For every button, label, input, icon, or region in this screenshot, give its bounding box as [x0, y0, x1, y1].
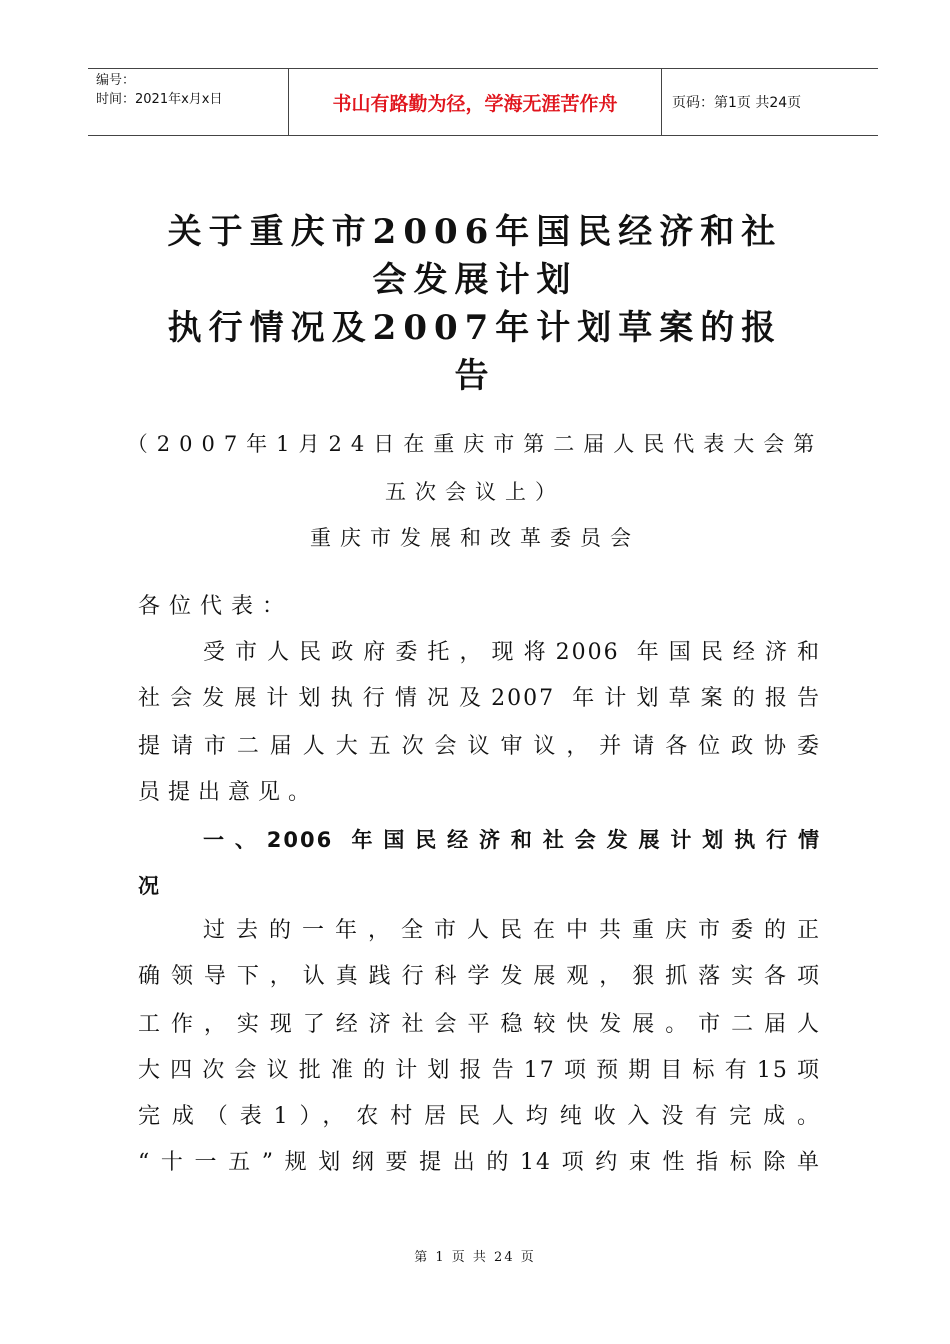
header-page-info: 页码：第1页 共24页 [672, 95, 802, 111]
para2-line-5: 完成（表1），农村居民人均纯收入没有完成。 [138, 1104, 821, 1129]
subtitle-line-2: 五次会议上） [385, 480, 565, 504]
header-motto: 书山有路勤为径，学海无涯苦作舟 [288, 69, 662, 135]
para2-line-6: “十一五”规划纲要提出的14项约束性指标除单 [138, 1150, 821, 1175]
number-label: 编号： [96, 73, 136, 88]
subtitle-org: 重庆市发展和改革委员会 [310, 526, 640, 550]
subtitle-line-1: （2007年1月24日在重庆市第二届人民代表大会第 [126, 432, 824, 456]
page-footer: 第 1 页 共 24 页 [414, 1250, 536, 1265]
title-line-2: 会发展计划 [372, 260, 578, 300]
para2-line-2: 确领导下，认真践行科学发展观，狠抓落实各项 [138, 964, 821, 989]
para2-line-1: 过去的一年，全市人民在中共重庆市委的正 [203, 918, 821, 943]
para2-line-4: 大四次会议批准的计划报告17项预期目标有15项 [138, 1058, 821, 1083]
heading1-line-2: 况 [138, 874, 161, 898]
para1-line-2: 社会发展计划执行情况及2007 年计划草案的报告 [138, 686, 821, 711]
para1-line-4: 员提出意见。 [138, 780, 319, 805]
para1-line-1: 受市人民政府委托，现将2006 年国民经济和 [203, 640, 821, 665]
salutation: 各位代表： [138, 594, 294, 619]
document-header [88, 68, 878, 136]
title-line-3: 执行情况及2007年计划草案的报 [167, 308, 783, 348]
para1-line-3: 提请市二届人大五次会议审议，并请各位政协委 [138, 734, 821, 759]
heading1-line-1: 一、2006 年国民经济和社会发展计划执行情 [203, 828, 821, 852]
para2-line-3: 工作，实现了经济社会平稳较快发展。市二届人 [138, 1012, 821, 1037]
header-meta [88, 69, 288, 135]
title-line-1: 关于重庆市2006年国民经济和社 [167, 212, 783, 252]
time-label: 时间：2021年x月x日 [96, 92, 223, 107]
document-title [0, 208, 950, 400]
title-line-4: 告 [454, 356, 496, 396]
